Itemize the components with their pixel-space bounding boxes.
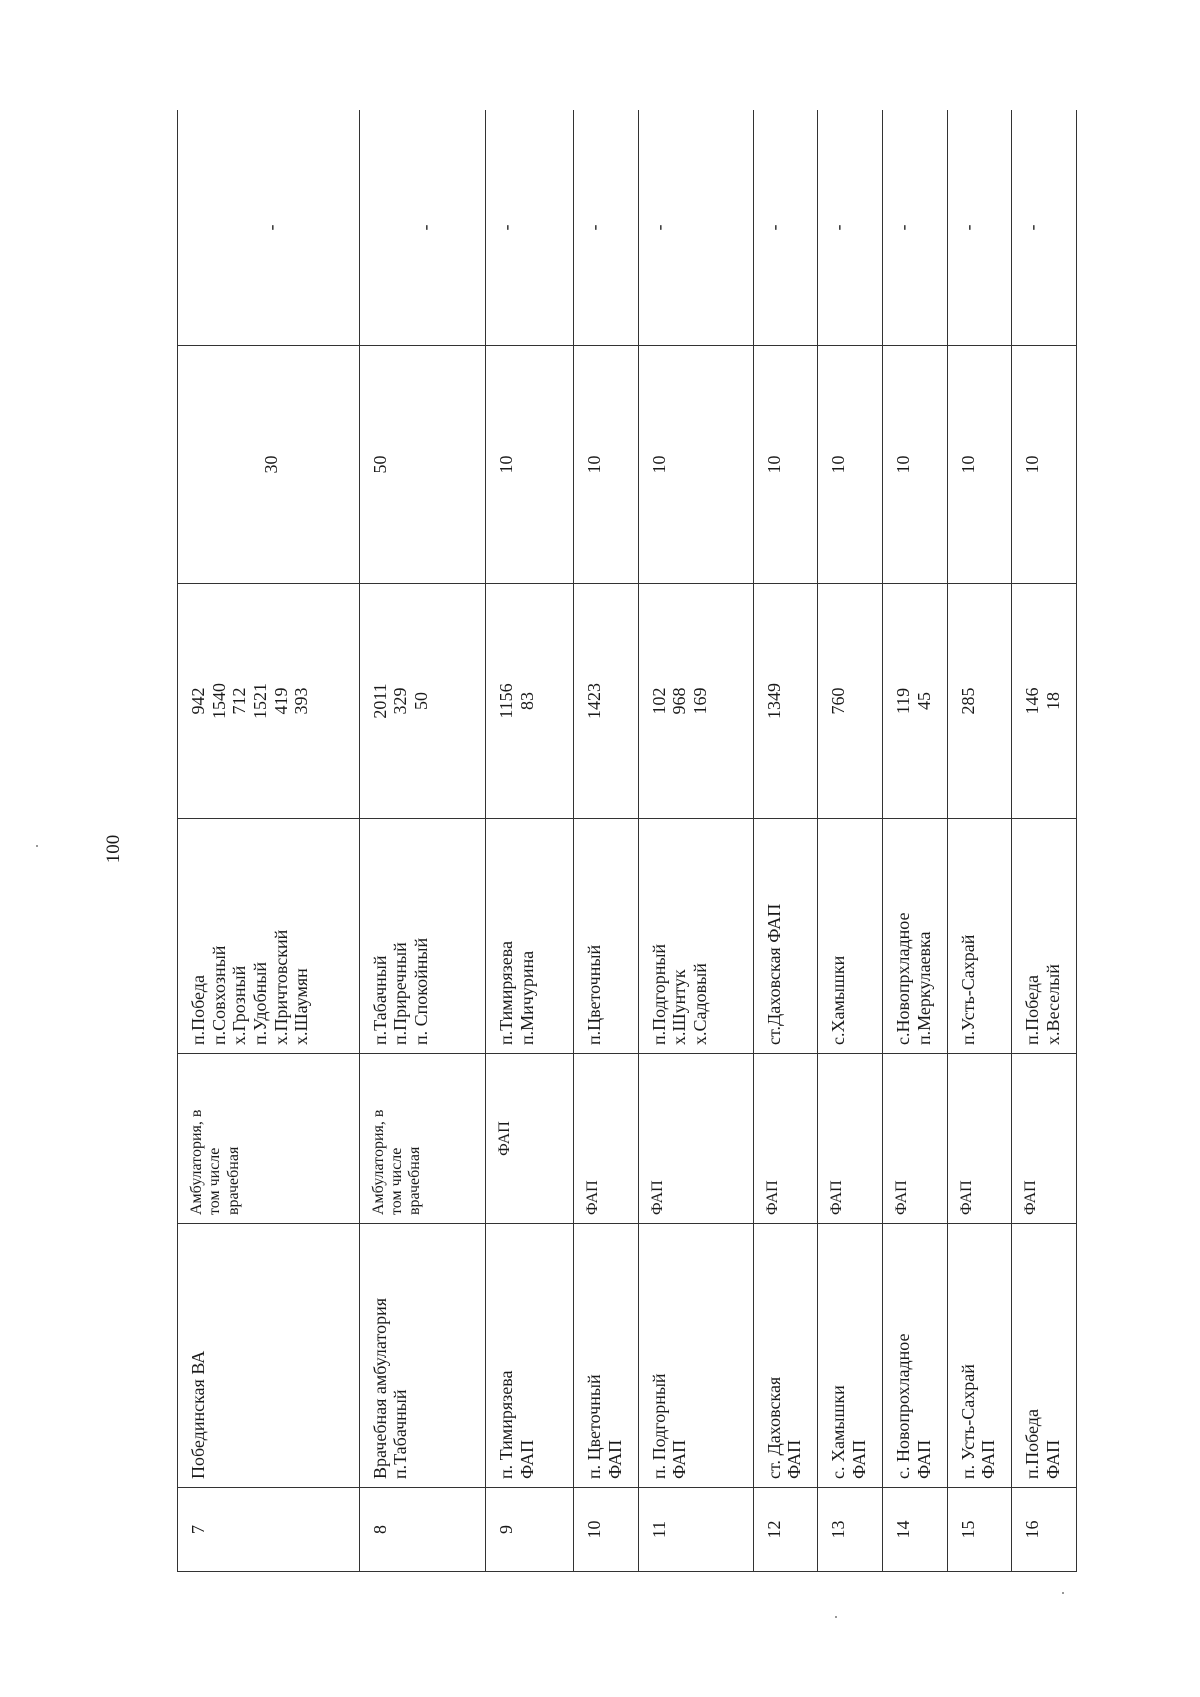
cell-line: ФАП: [957, 1180, 975, 1215]
cell-line: ФАП: [892, 1180, 910, 1215]
facility-type-cell: [753, 1054, 818, 1224]
row-number-cell: 11: [638, 1488, 753, 1572]
settlements-cell: [359, 819, 485, 1054]
table-row: [574, 110, 639, 1572]
population-cell: [485, 584, 573, 819]
cell-line: п.Мичурина: [516, 950, 537, 1045]
cell-line: х.Грозный: [229, 965, 250, 1045]
cell-line: том числе: [388, 1147, 406, 1215]
cell-line: ст. Даховская: [763, 1376, 784, 1479]
page-number: 100: [103, 834, 124, 864]
facility-type-cell: [485, 1054, 573, 1224]
settlements-cell: [178, 819, 360, 1054]
cell-line: том числе: [206, 1147, 224, 1215]
cell-line: 393: [291, 687, 312, 715]
cell-line: Побединская ВА: [188, 1350, 208, 1479]
cell-line: 968: [669, 687, 690, 715]
table-row: [638, 110, 753, 1572]
row-number-cell: 16: [1012, 1488, 1077, 1572]
facility-type-cell: [882, 1054, 947, 1224]
cell-line: с. Хамышки: [828, 1385, 849, 1479]
scan-speck: [1062, 1592, 1064, 1594]
extra-cell: -: [359, 110, 485, 346]
cell-line: врачебная: [224, 1146, 242, 1215]
cell-line: ст.Даховская ФАП: [763, 903, 784, 1045]
cell-line: х.Шаумян: [291, 968, 312, 1045]
table-row: [359, 110, 485, 1572]
cell-line: 1521: [250, 683, 271, 719]
row-number-cell: 9: [485, 1488, 573, 1572]
extra-cell: -: [1012, 110, 1077, 346]
table-row: [485, 110, 573, 1572]
cell-line: 760: [828, 687, 849, 715]
cell-line: п. Усть-Сахрай: [957, 1364, 978, 1479]
cell-line: с.Новопрхладное: [892, 912, 913, 1045]
capacity-cell: 10: [485, 346, 573, 584]
cell-line: п.Приречный: [390, 942, 411, 1045]
cell-line: врачебная: [406, 1146, 424, 1215]
cell-line: 712: [229, 687, 250, 715]
cell-line: п.Меркулаевка: [913, 931, 934, 1045]
cell-line: 1349: [763, 683, 784, 719]
cell-line: ФАП: [648, 1180, 666, 1215]
population-cell: [638, 584, 753, 819]
cell-line: п. Спокойный: [411, 937, 432, 1045]
cell-line: п. Подгорный: [648, 1373, 669, 1479]
cell-line: п.Победа: [1022, 975, 1043, 1045]
cell-line: с.Хамышки: [828, 955, 849, 1045]
institution-cell: [574, 1224, 639, 1488]
extra-cell: -: [485, 110, 573, 346]
row-number-cell: 12: [753, 1488, 818, 1572]
institution-cell: [818, 1224, 883, 1488]
cell-line: 102: [648, 687, 669, 715]
settlements-cell: [574, 819, 639, 1054]
row-number-cell: 8: [359, 1488, 485, 1572]
institution-cell: [359, 1224, 485, 1488]
cell-line: 329: [390, 687, 411, 715]
medical-facilities-table: [177, 110, 1077, 1572]
population-cell: [753, 584, 818, 819]
facility-type-cell: [1012, 1054, 1077, 1224]
settlements-cell: [485, 819, 573, 1054]
cell-line: 2011: [369, 683, 390, 719]
cell-line: х.Шунтук: [669, 969, 690, 1045]
row-number-cell: 7: [178, 1488, 360, 1572]
cell-line: п. Тимирязева: [495, 1370, 516, 1479]
cell-line: х.Причтовский: [270, 929, 291, 1045]
population-cell: [178, 584, 360, 819]
facility-type-cell: [574, 1054, 639, 1224]
extra-cell: -: [753, 110, 818, 346]
cell-line: 50: [411, 692, 432, 710]
institution-cell: [947, 1224, 1012, 1488]
cell-line: п.Победа: [1022, 1409, 1043, 1479]
population-cell: [882, 584, 947, 819]
cell-line: ФАП: [763, 1180, 781, 1215]
row-number-cell: 10: [574, 1488, 639, 1572]
extra-cell: -: [947, 110, 1012, 346]
capacity-cell: 30: [178, 346, 360, 584]
cell-line: 1423: [584, 683, 605, 719]
population-cell: [359, 584, 485, 819]
population-cell: [574, 584, 639, 819]
cell-line: ФАП: [516, 1439, 537, 1479]
institution-cell: [638, 1224, 753, 1488]
cell-line: п.Усть-Сахрай: [957, 934, 978, 1045]
extra-cell: -: [638, 110, 753, 346]
settlements-cell: [638, 819, 753, 1054]
institution-cell: [178, 1224, 360, 1488]
settlements-cell: [753, 819, 818, 1054]
population-cell: [818, 584, 883, 819]
cell-line: х.Садовый: [690, 963, 711, 1045]
institution-cell: [753, 1224, 818, 1488]
cell-line: Амбулатория, в: [188, 1109, 205, 1215]
cell-line: 45: [913, 692, 934, 710]
facility-type-cell: [818, 1054, 883, 1224]
cell-line: п.Тимирязева: [495, 941, 516, 1045]
cell-line: 169: [690, 687, 711, 715]
cell-line: 419: [270, 687, 291, 715]
settlements-cell: [947, 819, 1012, 1054]
cell-line: п.Табачный: [369, 955, 390, 1045]
capacity-cell: 10: [818, 346, 883, 584]
cell-line: 1156: [495, 683, 516, 719]
capacity-cell: 10: [1012, 346, 1077, 584]
extra-cell: -: [882, 110, 947, 346]
cell-line: ФАП: [1022, 1180, 1040, 1215]
cell-line: п.Подгорный: [648, 943, 669, 1045]
scan-speck: [36, 845, 38, 847]
cell-line: ФАП: [669, 1439, 690, 1479]
population-cell: [1012, 584, 1077, 819]
cell-line: 119: [892, 687, 913, 715]
row-number-cell: 13: [818, 1488, 883, 1572]
facility-type-cell: [947, 1054, 1012, 1224]
capacity-cell: 10: [753, 346, 818, 584]
row-number-cell: 14: [882, 1488, 947, 1572]
table-row: [753, 110, 818, 1572]
cell-line: 942: [188, 687, 208, 715]
cell-line: Амбулатория, в: [369, 1109, 387, 1215]
table-row: [1012, 110, 1077, 1572]
cell-line: 285: [957, 687, 978, 715]
settlements-cell: [882, 819, 947, 1054]
cell-line: п.Победа: [188, 975, 208, 1045]
extra-cell: -: [818, 110, 883, 346]
population-cell: [947, 584, 1012, 819]
institution-cell: [882, 1224, 947, 1488]
cell-line: ФАП: [784, 1439, 805, 1479]
facility-type-cell: [638, 1054, 753, 1224]
cell-line: с. Новопрохладное: [892, 1333, 913, 1479]
capacity-cell: 10: [638, 346, 753, 584]
cell-line: ФАП: [849, 1439, 870, 1479]
table-row: [818, 110, 883, 1572]
facility-type-cell: [359, 1054, 485, 1224]
capacity-cell: 10: [574, 346, 639, 584]
cell-line: 1540: [208, 683, 229, 719]
cell-line: п.Удобный: [250, 961, 271, 1045]
cell-line: 146: [1022, 687, 1043, 715]
institution-cell: [485, 1224, 573, 1488]
table-row: [947, 110, 1012, 1572]
capacity-cell: 10: [882, 346, 947, 584]
institution-cell: [1012, 1224, 1077, 1488]
cell-line: х.Веселый: [1042, 964, 1063, 1045]
cell-line: Врачебная амбулатория: [369, 1298, 390, 1479]
cell-line: п.Совхозный: [208, 945, 229, 1045]
table-row: [178, 110, 360, 1572]
cell-line: 18: [1042, 692, 1063, 710]
cell-line: ФАП: [978, 1439, 999, 1479]
cell-line: п.Табачный: [390, 1389, 411, 1479]
settlements-cell: [1012, 819, 1077, 1054]
cell-line: п.Цветочный: [584, 944, 605, 1045]
scan-speck: [835, 1616, 837, 1618]
cell-line: п. Цветочный: [584, 1374, 605, 1479]
cell-line: ФАП: [604, 1439, 625, 1479]
facility-type-cell: [178, 1054, 360, 1224]
table-row: [882, 110, 947, 1572]
extra-cell: -: [574, 110, 639, 346]
row-number-cell: 15: [947, 1488, 1012, 1572]
table-frame: [177, 110, 1077, 1572]
table-body: [178, 110, 1077, 1572]
extra-cell: -: [178, 110, 360, 346]
capacity-cell: 10: [947, 346, 1012, 584]
cell-line: ФАП: [584, 1180, 602, 1215]
cell-line: 83: [516, 692, 537, 710]
cell-line: ФАП: [1042, 1439, 1063, 1479]
cell-line: ФАП: [828, 1180, 846, 1215]
settlements-cell: [818, 819, 883, 1054]
cell-line: ФАП: [913, 1439, 934, 1479]
capacity-cell: 50: [359, 346, 485, 584]
cell-line: ФАП: [495, 1121, 513, 1156]
